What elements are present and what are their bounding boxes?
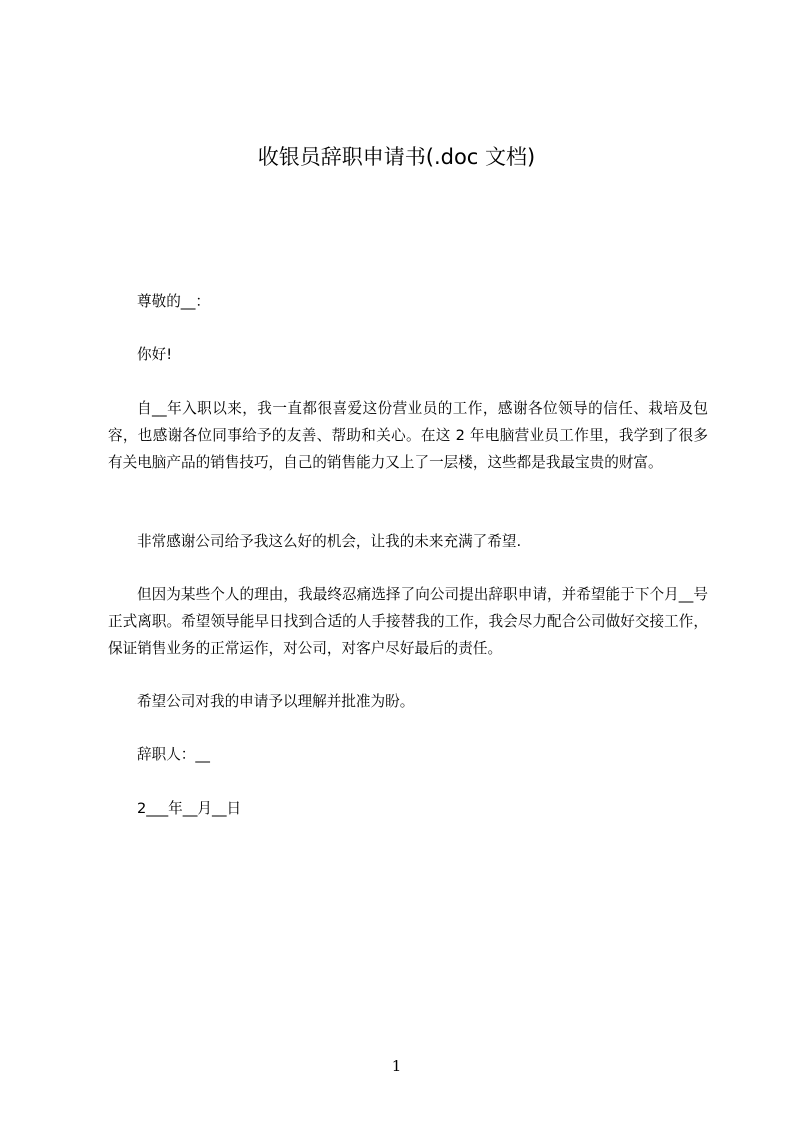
body-paragraph-thanks: 非常感谢公司给予我这么好的机会，让我的未来充满了希望. (137, 533, 522, 550)
date-line: 2___年__月__日 (137, 800, 242, 817)
page-number: 1 (391, 1057, 402, 1075)
body-paragraph-resignation: 但因为某些个人的理由，我最终忍痛选择了向公司提出辞职申请，并希望能于下个月__号正式离职。希望领导能早日找到合适的人手接替我的工作，我会尽力配合公司做好交接工作，保证销售业务的正常运作，对公司，对客户尽好最后的责任。 (108, 586, 708, 657)
signature-line: 辞职人：__ (137, 746, 210, 763)
body-paragraph-gratitude: 自__年入职以来，我一直都很喜爱这份营业员的工作，感谢各位领导的信任、栽培及包容，也感谢各位同事给予的友善、帮助和关心。在这 2 年电脑营业员工作里，我学到了很多有关电脑产品的销售技巧，自己的销售能力又上了一层楼，这些都是我最宝贵的财富。 (108, 400, 708, 471)
document-title: 收银员辞职申请书(.doc 文档) (257, 145, 536, 169)
body-paragraph-request: 希望公司对我的申请予以理解并批准为盼。 (137, 693, 415, 710)
greeting: 你好! (137, 346, 173, 363)
salutation: 尊敬的__： (137, 293, 210, 310)
